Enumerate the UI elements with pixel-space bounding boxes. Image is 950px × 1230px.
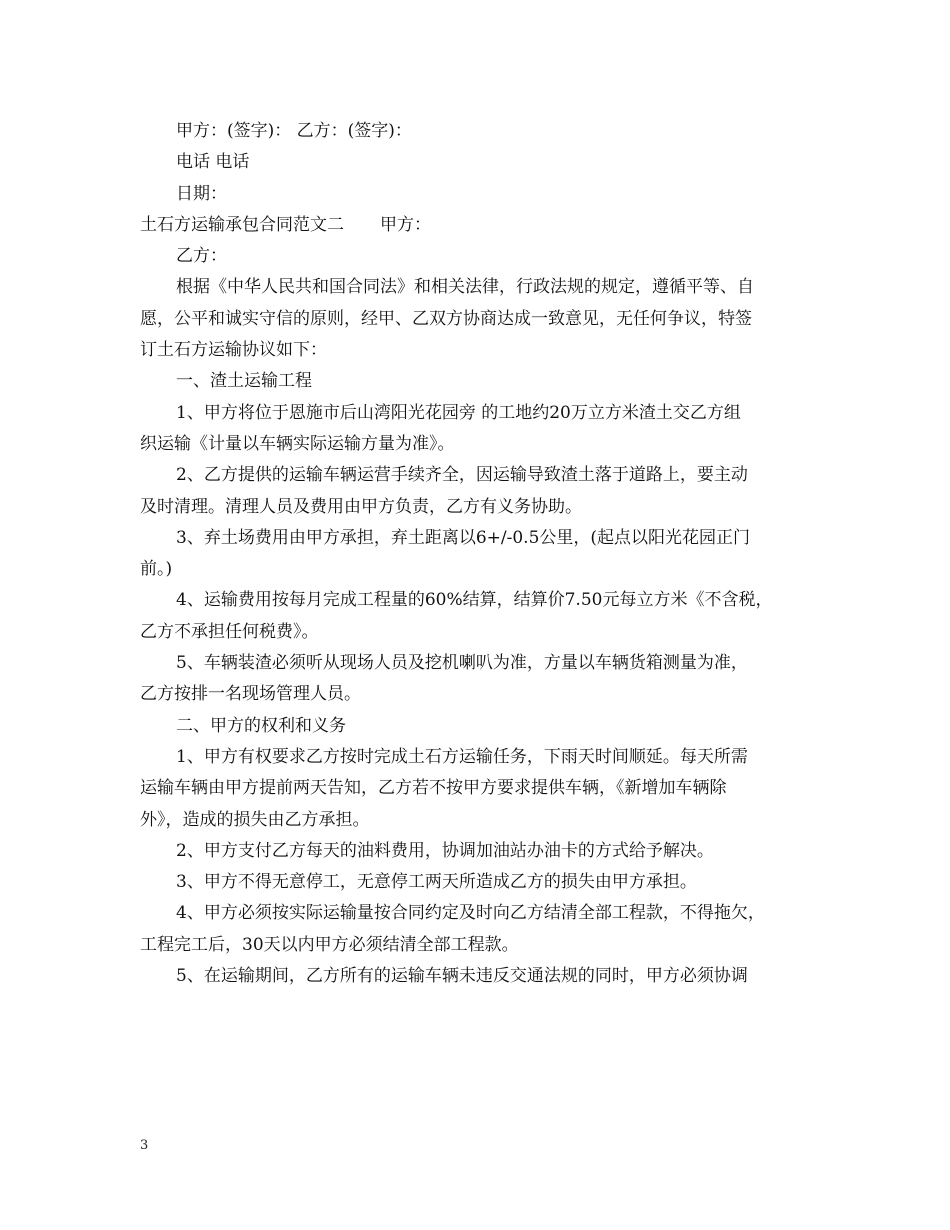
section-heading: 二、甲方的权利和义务 [176,715,346,736]
paragraph-line: 乙方不承担任何税费》。 [140,621,319,642]
paragraph-line: 根据《中华人民共和国合同法》和相关法律，行政法规的规定，遵循平等、自 [176,277,754,298]
paragraph-line: 4、甲方必须按实际运输量按合同约定及时向乙方结清全部工程款，不得拖欠， [176,903,765,924]
party-b-line: 乙方： [176,246,227,267]
paragraph-line: 订土石方运输协议如下： [140,340,327,361]
paragraph-line: 愿，公平和诚实守信的原则，经甲、乙双方协商达成一致意见，无任何争议，特签 [140,308,752,329]
phone-line: 电话 电话 [176,152,250,173]
paragraph-line: 前。) [140,559,173,580]
paragraph-line: 1、甲方有权要求乙方按时完成土石方运输任务，下雨天时间顺延。每天所需 [176,746,748,767]
party-a-label: 甲方： [380,214,431,235]
paragraph-line: 织运输《计量以车辆实际运输方量为准》。 [140,433,455,454]
paragraph-line: 2、乙方提供的运输车辆运营手续齐全，因运输导致渣土落于道路上，要主动 [176,465,748,486]
paragraph-line: 3、弃土场费用由甲方承担，弃土距离以6+/-0.5公里，(起点以阳光花园正门 [176,527,751,548]
document-body [140,116,830,992]
paragraph-line: 5、在运输期间，乙方所有的运输车辆未违反交通法规的同时，甲方必须协调 [176,966,748,987]
paragraph-line: 2、甲方支付乙方每天的油料费用，协调加油站办油卡的方式给予解决。 [176,840,714,861]
paragraph-line: 1、甲方将位于恩施市后山湾阳光花园旁 的工地约20万立方米渣土交乙方组 [176,402,741,423]
page-number: 3 [140,1138,149,1153]
signature-line: 甲方：(签字)： 乙方：(签字)： [176,121,412,141]
paragraph-line: 运输车辆由甲方提前两天告知，乙方若不按甲方要求提供车辆，《新增加车辆除 [140,778,727,799]
date-line: 日期： [176,183,227,204]
contract-title: 土石方运输承包合同范文二 [140,214,344,235]
paragraph-line: 外》，造成的损失由乙方承担。 [140,809,370,830]
paragraph-line: 3、甲方不得无意停工，无意停工两天所造成乙方的损失由甲方承担。 [176,872,697,893]
paragraph-line: 乙方按排一名现场管理人员。 [140,684,361,705]
paragraph-line: 4、运输费用按每月完成工程量的60%结算，结算价7.50元每立方米《不含税， [176,590,773,611]
paragraph-line: 及时清理。清理人员及费用由甲方负责，乙方有义务协助。 [140,496,582,517]
contract-title-line [140,210,830,241]
paragraph-line: 工程完工后，30天以内甲方必须结清全部工程款。 [140,934,519,955]
paragraph-line: 5、车辆装渣必须听从现场人员及挖机喇叭为准，方量以车辆货箱测量为准， [176,653,748,674]
section-heading: 一、渣土运输工程 [176,371,312,392]
